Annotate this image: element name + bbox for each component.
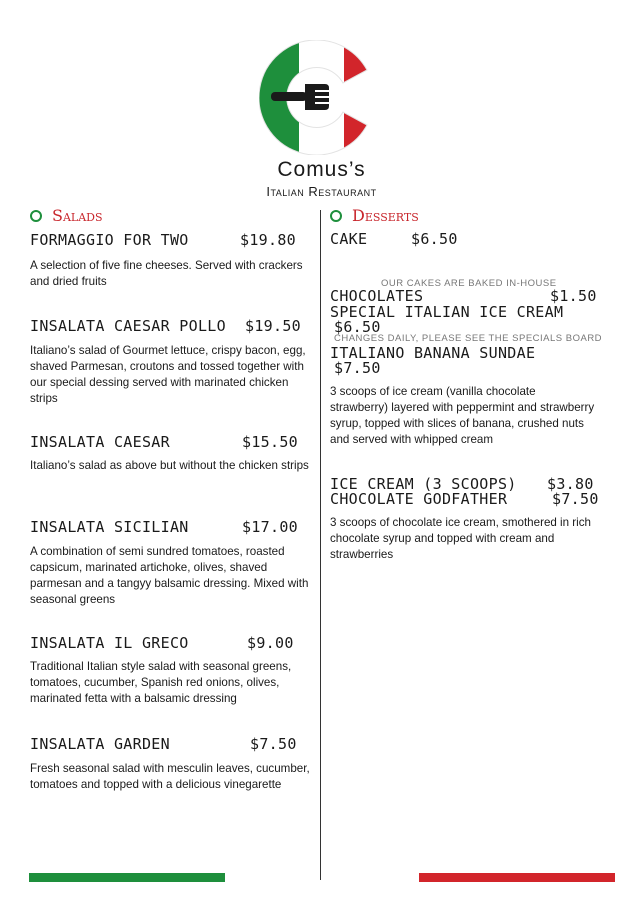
- menu-item-description: Fresh seasonal salad with mesculin leaves, cucumber, tomatoes and topped with a delicious vinegarette: [30, 762, 310, 791]
- menu-note: CHANGES DAILY, PLEASE SEE THE SPECIALS BOARD: [334, 333, 603, 344]
- menu-item-description: 3 scoops of chocolate ice cream, smothered in rich chocolate syrup and topped with cream and strawberries: [330, 516, 591, 561]
- menu-item-price: $17.00: [242, 518, 298, 536]
- menu-item-description: 3 scoops of ice cream (vanilla chocolate strawberry) layered with peppermint and strawberry syrup, topped with slices of banana, crushed nuts and served with whipped cream: [330, 385, 595, 446]
- column-divider: [320, 210, 321, 880]
- menu-item-price: $19.50: [245, 317, 301, 335]
- menu-item-price: $7.50: [552, 490, 599, 508]
- menu-item-description: Italiano’s salad as above but without the chicken strips: [30, 459, 309, 472]
- menu-item-name: FORMAGGIO FOR TWO: [30, 231, 189, 249]
- menu-item-price: $7.50: [250, 735, 297, 753]
- restaurant-name: Comus’s: [277, 158, 366, 181]
- menu-item-description: Italiano’s salad of Gourmet lettuce, crispy bacon, egg, shaved Parmesan, croutons and tossed together with our special dessing served with marinated chicken strips: [30, 344, 306, 405]
- menu-item-name: INSALATA GARDEN: [30, 735, 170, 753]
- menu-item-description: A selection of five fine cheeses. Served with crackers and dried fruits: [30, 259, 303, 288]
- footer-green-bar: [29, 873, 225, 882]
- circle-bullet-icon: [30, 210, 42, 222]
- menu-item-price: $6.50: [334, 318, 381, 336]
- menu-item-name: SPECIAL ITALIAN ICE CREAM: [330, 303, 564, 321]
- menu-item-price: $15.50: [242, 433, 298, 451]
- menu-item-name: CHOCOLATES: [330, 287, 424, 305]
- menu-item-price: $1.50: [550, 287, 597, 305]
- salads-heading: [30, 206, 103, 225]
- menu-item-description: Traditional Italian style salad with seasonal greens, tomatoes, cucumber, Spanish red onions, olives, marinated fetta with a balsamic dressing: [30, 660, 292, 705]
- desserts-heading: [330, 206, 419, 225]
- footer-red-bar: [419, 873, 615, 882]
- menu-item-price: $3.80: [547, 475, 594, 493]
- menu-item-price: $19.80: [240, 231, 296, 249]
- menu-item-description: A combination of semi sundred tomatoes, roasted capsicum, marinated artichoke, olives, shaved parmesan and a tangyy balsamic dressing. Mixed with seasonal greens: [30, 545, 309, 606]
- menu-note: OUR CAKES ARE BAKED IN-HOUSE: [381, 278, 557, 289]
- desserts-heading-label: Desserts: [352, 206, 419, 225]
- menu-item-name: CAKE: [330, 230, 368, 248]
- menu-item-price: $9.00: [247, 634, 294, 652]
- circle-bullet-icon: [330, 210, 342, 222]
- menu-item-name: INSALATA CAESAR: [30, 433, 170, 451]
- salads-heading-label: Salads: [52, 206, 103, 225]
- menu-item-name: ICE CREAM (3 SCOOPS): [330, 475, 517, 493]
- menu-item-price: $7.50: [334, 359, 381, 377]
- menu-item-name: ITALIANO BANANA SUNDAE: [330, 344, 536, 362]
- restaurant-subtitle: Italian Restaurant: [266, 184, 377, 199]
- menu-item-name: CHOCOLATE GODFATHER: [330, 490, 508, 508]
- menu-item-price: $6.50: [411, 230, 458, 248]
- menu-item-name: INSALATA CAESAR POLLO: [30, 317, 226, 335]
- menu-item-name: INSALATA IL GRECO: [30, 634, 189, 652]
- restaurant-logo: [259, 40, 374, 155]
- menu-item-name: INSALATA SICILIAN: [30, 518, 189, 536]
